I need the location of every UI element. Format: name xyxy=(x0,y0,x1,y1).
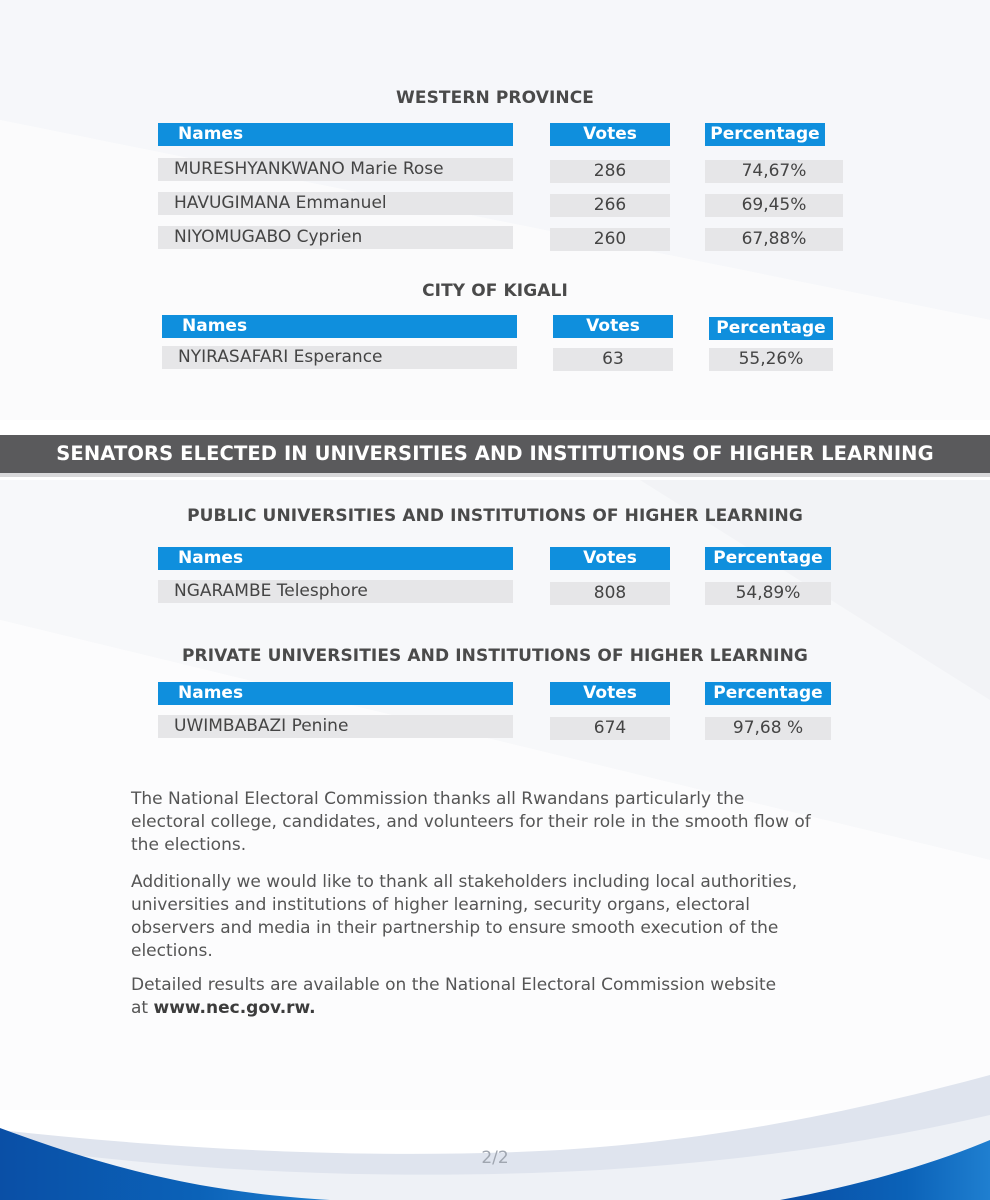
header-percentage: Percentage xyxy=(705,682,831,705)
row-name: NYIRASAFARI Esperance xyxy=(162,346,517,369)
banner-underline xyxy=(0,473,990,477)
paragraph-line xyxy=(131,997,861,1020)
closing-paragraph-thanks xyxy=(131,788,861,857)
row-percentage: 74,67% xyxy=(705,160,843,183)
row-votes: 808 xyxy=(550,582,670,605)
paragraph-line: The National Electoral Commission thanks all Rwandans particularly the xyxy=(131,789,745,809)
header-votes: Votes xyxy=(550,547,670,570)
paragraph-line: Additionally we would like to thank all stakeholders including local authorities, xyxy=(131,872,798,892)
header-names: Names xyxy=(158,123,513,146)
website-link[interactable]: www.nec.gov.rw. xyxy=(153,998,316,1018)
row-votes: 260 xyxy=(550,228,670,251)
page-number: 2/2 xyxy=(481,1148,509,1168)
row-percentage: 69,45% xyxy=(705,194,843,217)
closing-paragraph-stakeholders xyxy=(131,871,861,963)
section-title-private-universities: PRIVATE UNIVERSITIES AND INSTITUTIONS OF HIGHER LEARNING xyxy=(182,646,808,666)
row-percentage: 55,26% xyxy=(709,348,833,371)
paragraph-line: universities and institutions of higher learning, security organs, electoral xyxy=(131,895,750,915)
row-name: NGARAMBE Telesphore xyxy=(158,580,513,603)
paragraph-line: electoral college, candidates, and volunteers for their role in the smooth flow of xyxy=(131,812,811,832)
header-names: Names xyxy=(162,315,517,338)
header-percentage: Percentage xyxy=(705,547,831,570)
website-prefix: at xyxy=(131,998,154,1018)
header-votes: Votes xyxy=(553,315,673,338)
row-percentage: 54,89% xyxy=(705,582,831,605)
header-votes: Votes xyxy=(550,123,670,146)
row-votes: 266 xyxy=(550,194,670,217)
section-title-western-province: WESTERN PROVINCE xyxy=(396,88,594,108)
header-percentage: Percentage xyxy=(709,317,833,340)
row-votes: 63 xyxy=(553,348,673,371)
header-votes: Votes xyxy=(550,682,670,705)
paragraph-line: elections. xyxy=(131,941,213,961)
section-title-public-universities: PUBLIC UNIVERSITIES AND INSTITUTIONS OF HIGHER LEARNING xyxy=(187,506,803,526)
row-percentage: 67,88% xyxy=(705,228,843,251)
row-name: NIYOMUGABO Cyprien xyxy=(158,226,513,249)
row-name: UWIMBABAZI Penine xyxy=(158,715,513,738)
paragraph-line: observers and media in their partnership to ensure smooth execution of the xyxy=(131,918,779,938)
closing-paragraph-website xyxy=(131,974,861,1020)
paragraph-line: Detailed results are available on the National Electoral Commission website xyxy=(131,975,777,995)
row-votes: 674 xyxy=(550,717,670,740)
row-name: MURESHYANKWANO Marie Rose xyxy=(158,158,513,181)
header-percentage: Percentage xyxy=(705,123,825,146)
section-title-city-of-kigali: CITY OF KIGALI xyxy=(422,281,568,301)
paragraph-line: the elections. xyxy=(131,835,247,855)
section-banner-universities: SENATORS ELECTED IN UNIVERSITIES AND INSTITUTIONS OF HIGHER LEARNING xyxy=(0,435,990,473)
row-percentage: 97,68 % xyxy=(705,717,831,740)
header-names: Names xyxy=(158,682,513,705)
row-votes: 286 xyxy=(550,160,670,183)
row-name: HAVUGIMANA Emmanuel xyxy=(158,192,513,215)
header-names: Names xyxy=(158,547,513,570)
